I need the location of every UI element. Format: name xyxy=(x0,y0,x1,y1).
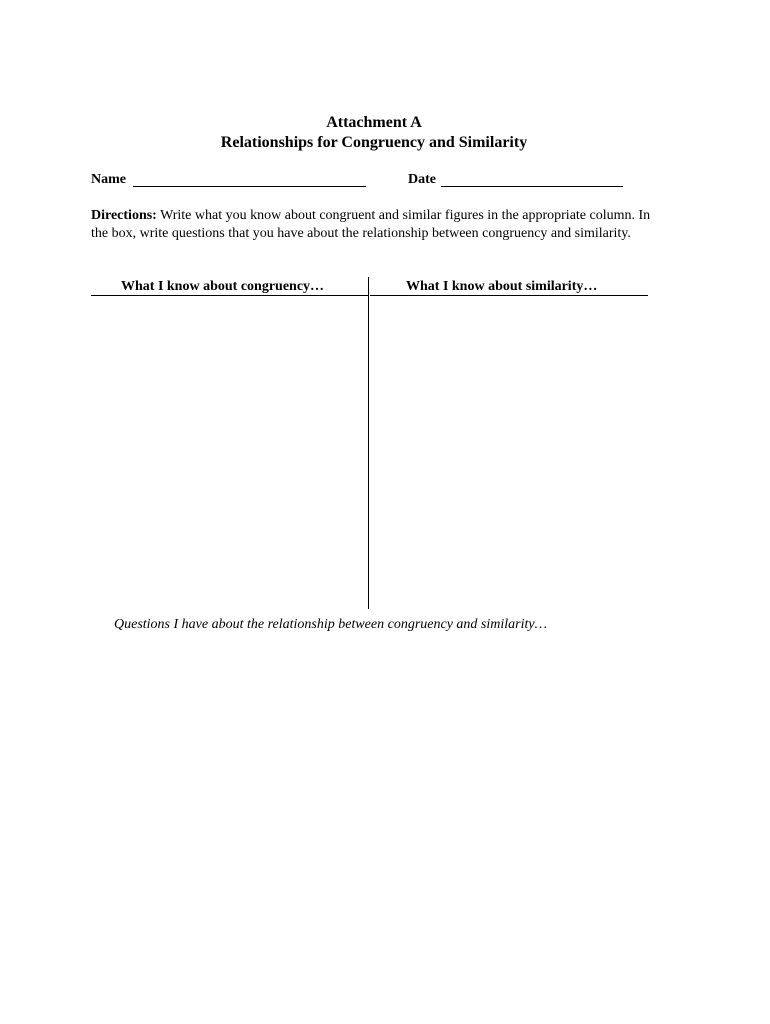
congruency-writing-area[interactable] xyxy=(91,297,367,607)
date-label: Date xyxy=(408,172,436,187)
congruency-column-header: What I know about congruency… xyxy=(121,279,325,294)
header-underline-right xyxy=(370,295,648,296)
document-title: Attachment A xyxy=(326,114,422,131)
date-field[interactable] xyxy=(441,186,623,187)
header-underline-left xyxy=(91,295,368,296)
questions-prompt: Questions I have about the relationship between congruency and similarity… xyxy=(114,617,548,632)
name-label: Name xyxy=(91,172,126,187)
directions-label: Directions: xyxy=(91,208,157,223)
similarity-writing-area[interactable] xyxy=(371,297,648,607)
directions xyxy=(91,207,666,242)
similarity-column-header: What I know about similarity… xyxy=(406,279,598,294)
column-divider xyxy=(368,277,369,609)
name-field[interactable] xyxy=(133,186,366,187)
document-subtitle: Relationships for Congruency and Similarity xyxy=(220,134,528,151)
directions-text: Write what you know about congruent and similar figures in the appropriate column. In the box, write questions that you have about the relationship between congruency and similarity. xyxy=(91,208,651,241)
